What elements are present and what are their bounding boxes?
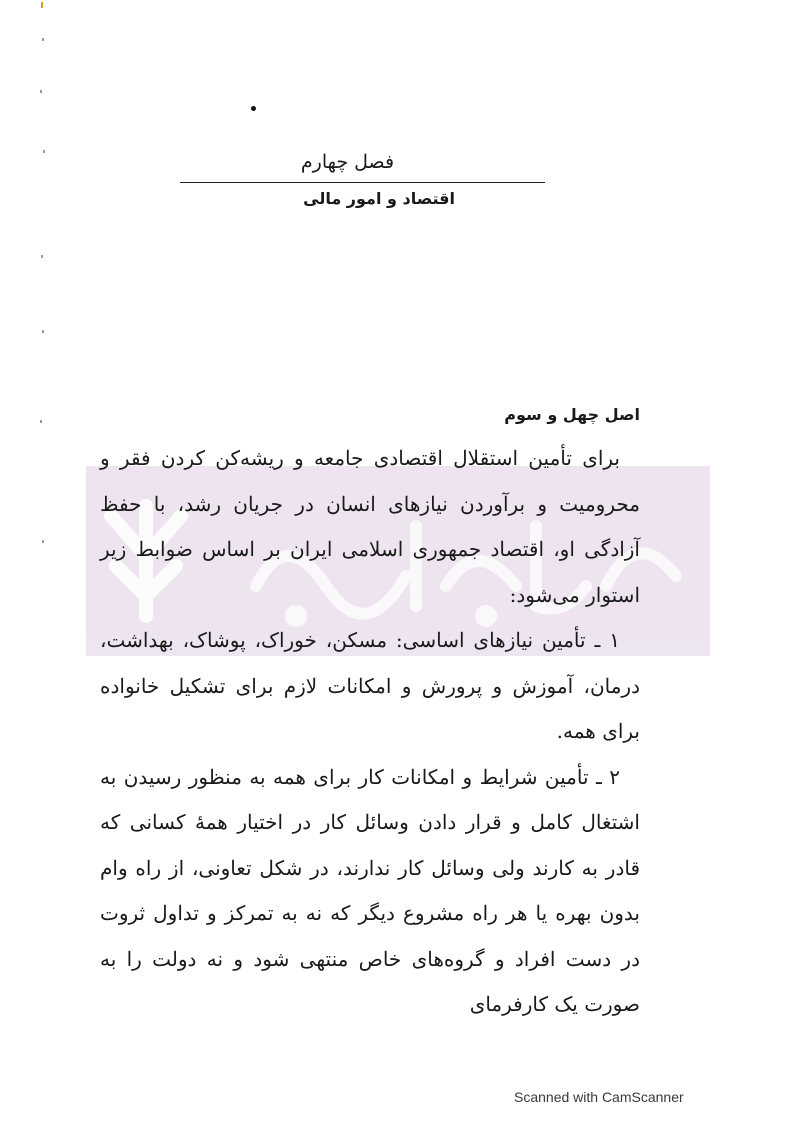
stray-ink-dot [251,106,256,111]
article-clause-1: ۱ ـ تأمین نیازهای اساسی: مسکن، خوراک، پوشاک، بهداشت، درمان، آموزش و پرورش و امکانات لازم برای تشکیل خانواده برای همه. [100,628,640,743]
article-body [100,402,640,1028]
chapter-divider [180,182,545,183]
article-clause-2: ۲ ـ تأمین شرایط و امکانات کار برای همه به منظور رسیدن به اشتغال کامل و قرار دادن وسائل کار در اختیار همهٔ کسانی که قادر به کارند ولی وسائل کار ندارند، در شکل تعاونی، از راه وام بدون بهره یا هر راه مشروع دیگر که نه به تمرکز و تداول ثروت در دست افراد و گروه‌های خاص منتهی شود و نه دولت را به صورت یک کارفرمای [100,764,640,1016]
chapter-title: اقتصاد و امور مالی [303,189,455,208]
article-title: اصل چهل و سوم [504,405,640,424]
chapter-label: فصل چهارم [300,151,395,173]
scanner-footer: Scanned with CamScanner [514,1089,684,1105]
article-intro-paragraph: برای تأمین استقلال اقتصادی جامعه و ریشه‌کن کردن فقر و محرومیت و برآوردن نیازهای انسان در جریان رشد، با حفظ آزادگی او، اقتصاد جمهوری اسلامی ایران بر اساس ضوابط زیر استوار می‌شود: [100,446,640,607]
scan-edge-marks [38,0,46,600]
chapter-heading [180,150,545,208]
